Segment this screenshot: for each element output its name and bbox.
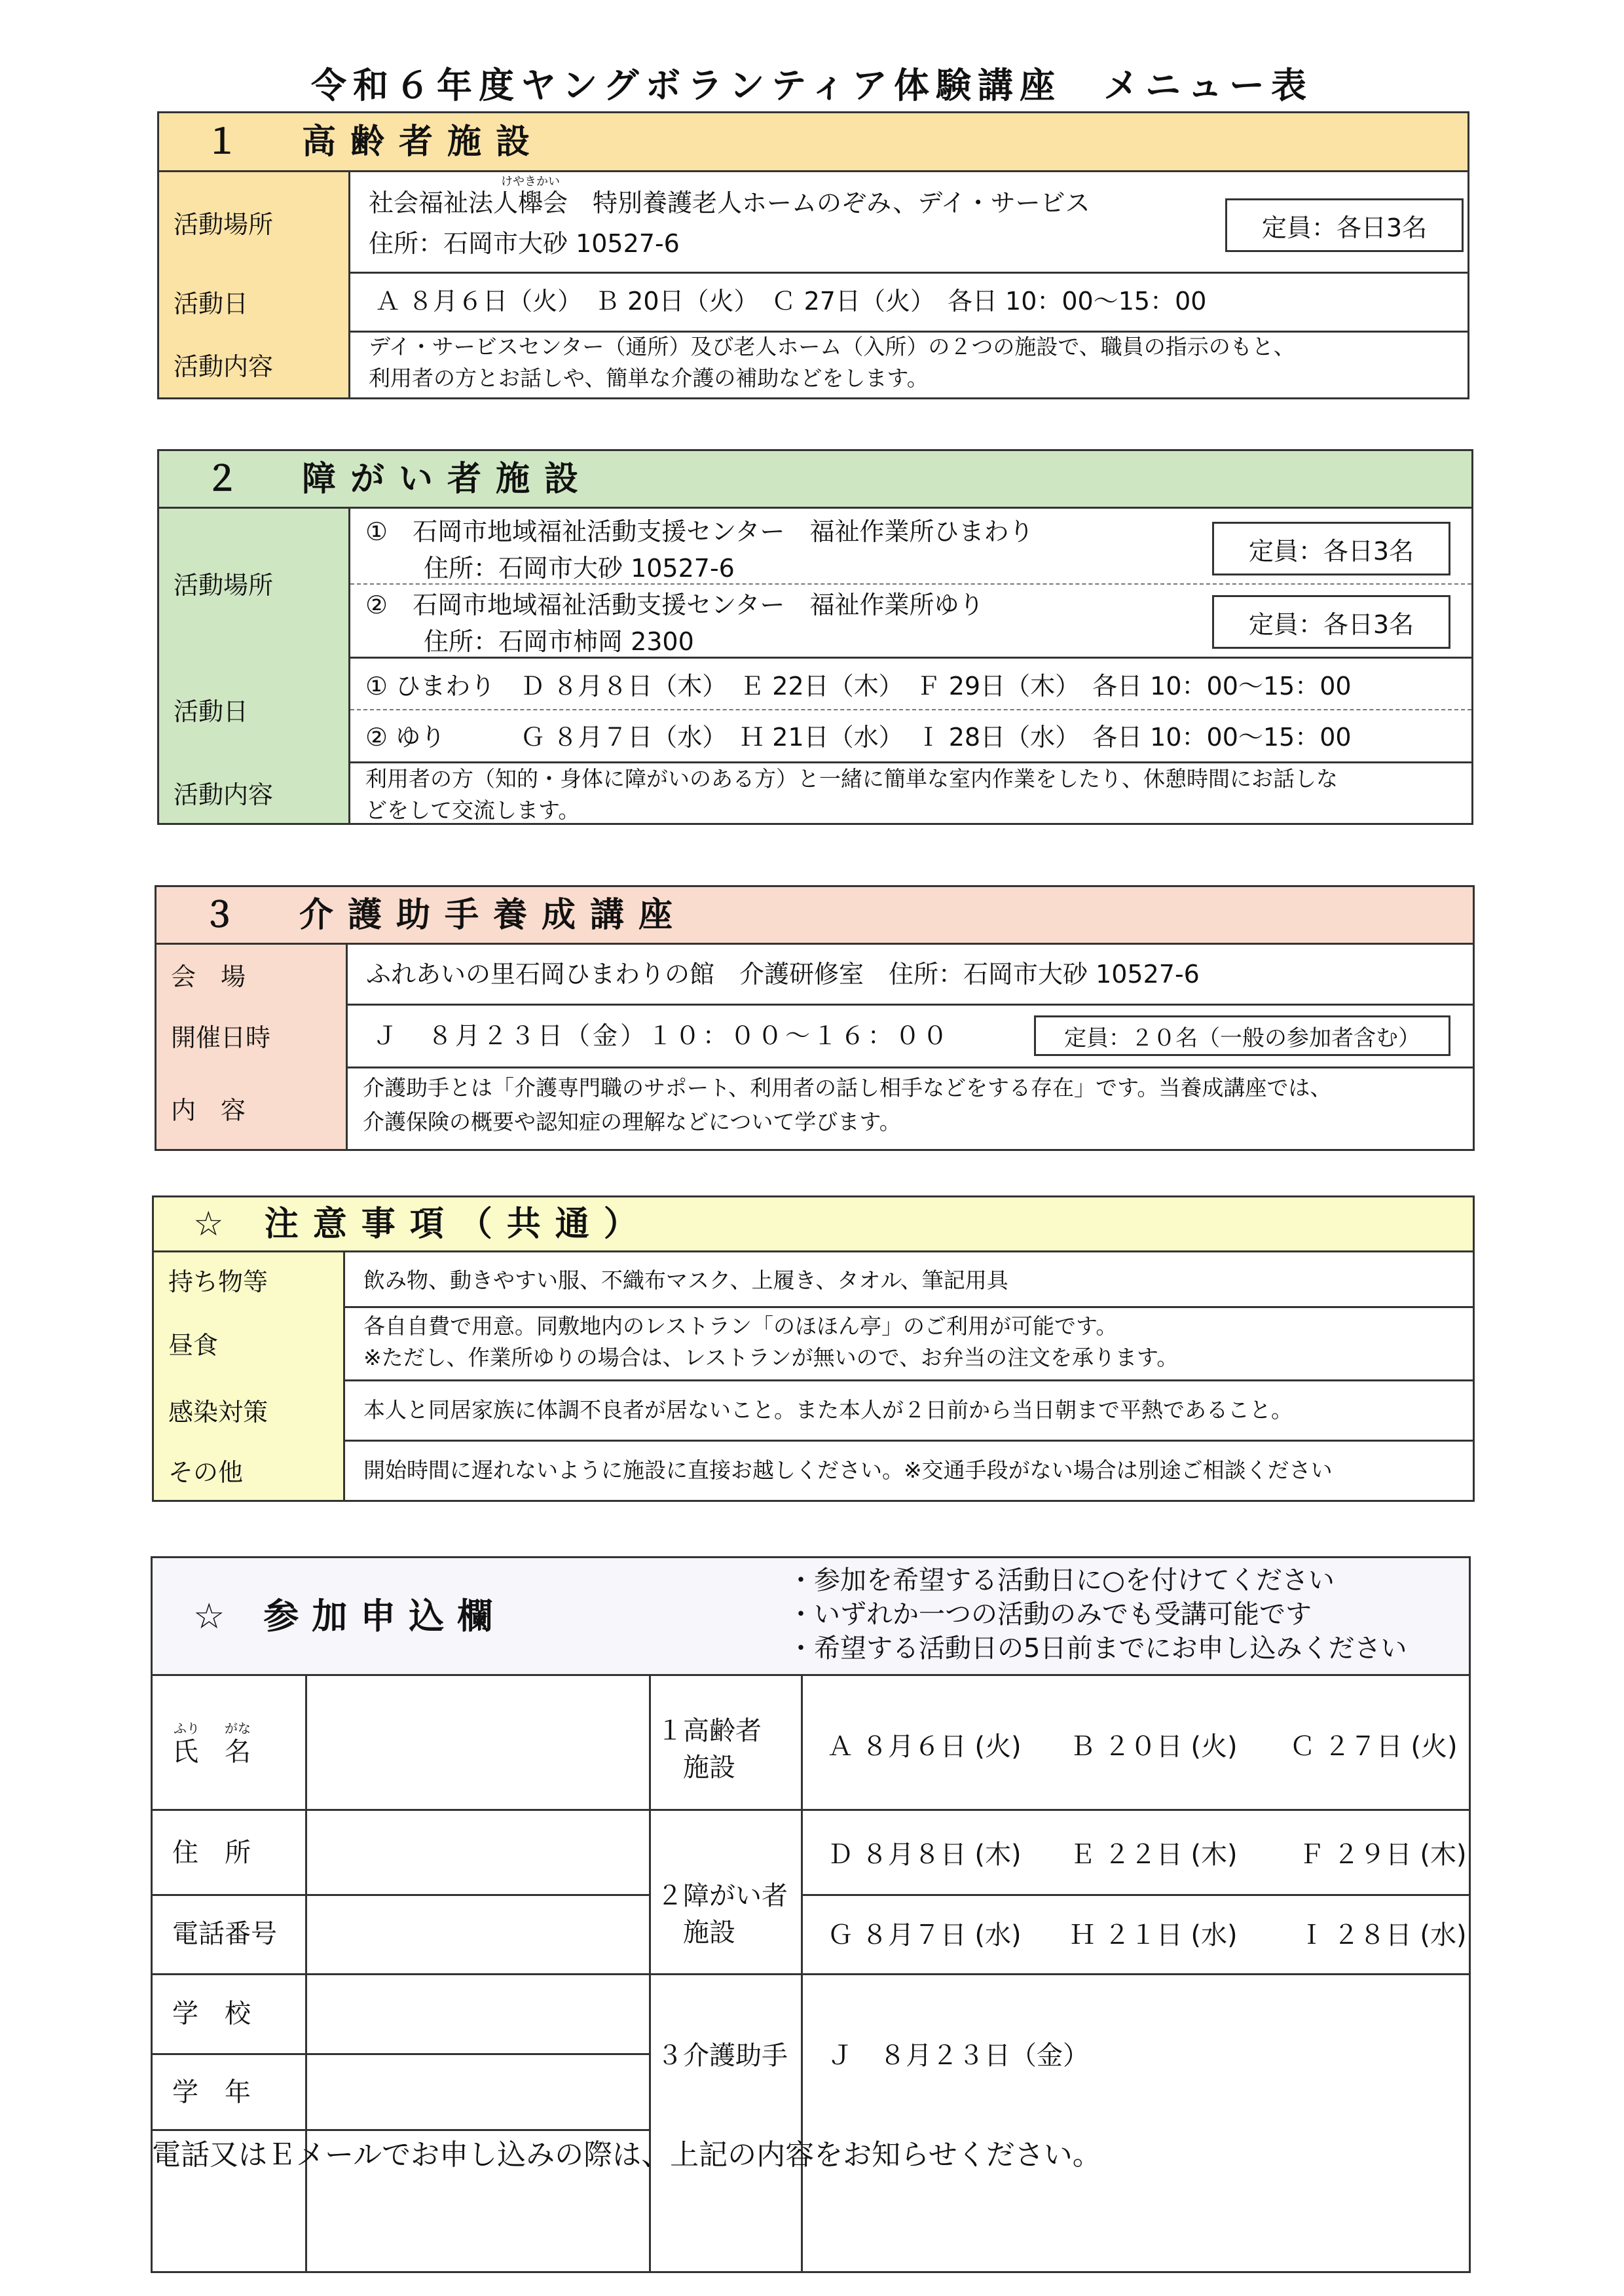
school-input[interactable] xyxy=(308,1976,647,2052)
capacity-box: 定員：各日3名 xyxy=(1225,198,1464,252)
section-heading: ２ 障がい者施設 xyxy=(159,451,1471,509)
lunch-line-2: ※ただし、作業所ゆりの場合は、レストランが無いので、お弁当の注文を承ります。 xyxy=(363,1345,1179,1370)
grade-label: 学 年 xyxy=(172,2077,251,2107)
date-label: 活動日 xyxy=(159,272,350,331)
place1-capacity-box: 定員：各日3名 xyxy=(1212,522,1450,575)
act2-option-f[interactable]: Ｆ ２９日 (木) xyxy=(1299,1840,1467,1870)
lunch-label: 昼食 xyxy=(154,1306,345,1379)
act2-option-i[interactable]: Ｉ ２８日 (水) xyxy=(1299,1920,1467,1950)
school-label: 学 校 xyxy=(172,1999,251,2029)
place2-line-2: 住所：石岡市柿岡 2300 xyxy=(424,627,694,656)
page-title: 令和６年度ヤングボランティア体験講座 メニュー表 xyxy=(310,65,1314,106)
content-line-2: どをして交流します。 xyxy=(365,797,580,823)
act1-option-a[interactable]: Ａ ８月６日 (火) xyxy=(827,1732,1022,1762)
act3-label: ３介護助手 xyxy=(657,2041,788,2071)
section-heading: ３ 介護助手養成講座 xyxy=(157,887,1473,945)
date-line: Ａ ８月６日（火） Ｂ 20日（火） Ｃ 27日（火） 各日 10：00〜15：00 xyxy=(375,287,1207,316)
date-line-2: ② ゆり Ｇ ８月７日（水） Ｈ 21日（水） Ｉ 28日（水） 各日 10：00〜15：00 xyxy=(365,723,1352,752)
act2-option-g[interactable]: Ｇ ８月７日 (水) xyxy=(827,1920,1022,1950)
infection-label: 感染対策 xyxy=(154,1379,345,1440)
capacity-box: 定員：２０名（一般の参加者含む） xyxy=(1034,1015,1450,1056)
address-input[interactable] xyxy=(308,1812,647,1893)
other-line: 開始時間に遅れないように施設に直接お越しください。※交通手段がない場合は別途ご相談ください xyxy=(363,1457,1333,1483)
content-line-1: デイ・サービスセンター（通所）及び老人ホーム（入所）の２つの施設で、職員の指示のもと、 xyxy=(369,334,1295,359)
name-input[interactable] xyxy=(308,1677,647,1808)
application-heading: ☆ 参加申込欄 xyxy=(193,1595,506,1637)
place1-line-2: 住所：石岡市大砂 10527-6 xyxy=(424,554,735,583)
items-line: 飲み物、動きやすい服、不織布マスク、上履き、タオル、筆記用具 xyxy=(363,1267,1008,1293)
place2-line-1: ② 石岡市地域福祉活動支援センター 福祉作業所ゆり xyxy=(365,591,984,619)
place-line-1: 社会福祉法人櫸会 特別養護老人ホームのぞみ、デイ・サービス xyxy=(369,189,1090,217)
section-disability-facility xyxy=(157,449,1473,825)
act2-option-e[interactable]: Ｅ ２２日 (木) xyxy=(1069,1840,1238,1870)
content-label: 内 容 xyxy=(157,1066,348,1149)
application-note-1: ・参加を希望する活動日に○を付けてください xyxy=(788,1565,1335,1595)
content-line-1: 利用者の方（知的・身体に障がいのある方）と一緒に簡単な室内作業をしたり、休憩時間にお話しな xyxy=(365,766,1338,792)
act1-label-line-1: １高齢者 xyxy=(657,1716,762,1746)
section-notes xyxy=(152,1195,1475,1502)
grade-input[interactable] xyxy=(308,2056,647,2128)
act2-option-d[interactable]: Ｄ ８月８日 (木) xyxy=(827,1840,1022,1870)
items-label: 持ち物等 xyxy=(154,1252,345,1306)
act2-option-h[interactable]: Ｈ ２１日 (水) xyxy=(1069,1920,1238,1950)
venue-label: 会 場 xyxy=(157,945,348,1004)
section-care-assistant-course xyxy=(155,885,1475,1151)
datetime-label: 開催日時 xyxy=(157,1004,348,1066)
name-label: 氏 名 xyxy=(172,1737,251,1767)
phone-input[interactable] xyxy=(308,1897,647,1972)
date-line-1: ① ひまわり Ｄ ８月８日（木） Ｅ 22日（木） Ｆ 29日（木） 各日 10：00〜15：00 xyxy=(365,672,1352,701)
application-note-2: ・いずれか一つの活動のみでも受講可能です xyxy=(788,1599,1312,1630)
application-note-3: ・希望する活動日の5日前までにお申し込みください xyxy=(788,1633,1407,1664)
address-label: 住 所 xyxy=(172,1838,251,1868)
datetime-line: Ｊ ８月２３日（金）１０：００〜１６：００ xyxy=(373,1021,951,1050)
act1-option-b[interactable]: Ｂ ２０日 (火) xyxy=(1069,1732,1238,1762)
place-label: 活動場所 xyxy=(159,509,350,657)
place2-capacity-box: 定員：各日3名 xyxy=(1212,595,1450,649)
date-label: 活動日 xyxy=(159,657,350,761)
infection-line: 本人と同居家族に体調不良者が居ないこと。また本人が２日前から当日朝まで平熱であること。 xyxy=(363,1397,1293,1423)
footer-note: 電話又はＥメールでお申し込みの際は、上記の内容をお知らせください。 xyxy=(152,2138,1101,2172)
phone-label: 電話番号 xyxy=(172,1919,277,1949)
content-label: 活動内容 xyxy=(159,761,350,823)
venue-line: ふれあいの里石岡ひまわりの館 介護研修室 住所：石岡市大砂 10527-6 xyxy=(366,960,1200,989)
act1-option-c[interactable]: Ｃ ２７日 (火) xyxy=(1289,1732,1458,1762)
lunch-line-1: 各自自費で用意。同敷地内のレストラン「のほほん亭」のご利用が可能です。 xyxy=(363,1313,1118,1339)
section-elderly-facility xyxy=(157,111,1469,399)
name-ruby-gana: がな xyxy=(225,1721,251,1736)
place-line-2: 住所：石岡市大砂 10527-6 xyxy=(369,229,680,258)
name-ruby-furi: ふり xyxy=(174,1721,200,1736)
content-line-2: 利用者の方とお話しや、簡単な介護の補助などをします。 xyxy=(369,365,929,391)
place-label: 活動場所 xyxy=(159,172,350,272)
content-label: 活動内容 xyxy=(159,331,350,397)
place-ruby: けやきかい xyxy=(501,175,560,189)
act2-label-line-2: 施設 xyxy=(683,1918,735,1948)
act2-label-line-1: ２障がい者 xyxy=(657,1881,788,1911)
section-heading: １ 高齢者施設 xyxy=(159,113,1467,172)
act1-label-line-2: 施設 xyxy=(683,1753,735,1783)
place1-line-1: ① 石岡市地域福祉活動支援センター 福祉作業所ひまわり xyxy=(365,517,1034,546)
other-label: その他 xyxy=(154,1440,345,1500)
act3-option-j[interactable]: Ｊ ８月２３日（金） xyxy=(827,2041,1089,2071)
content-line-1: 介護助手とは「介護専門職のサポート、利用者の話し相手などをする存在」です。当養成講座では、 xyxy=(363,1075,1332,1101)
section-heading: ☆ 注意事項（共通） xyxy=(154,1197,1473,1252)
content-line-2: 介護保険の概要や認知症の理解などについて学びます。 xyxy=(363,1109,901,1135)
